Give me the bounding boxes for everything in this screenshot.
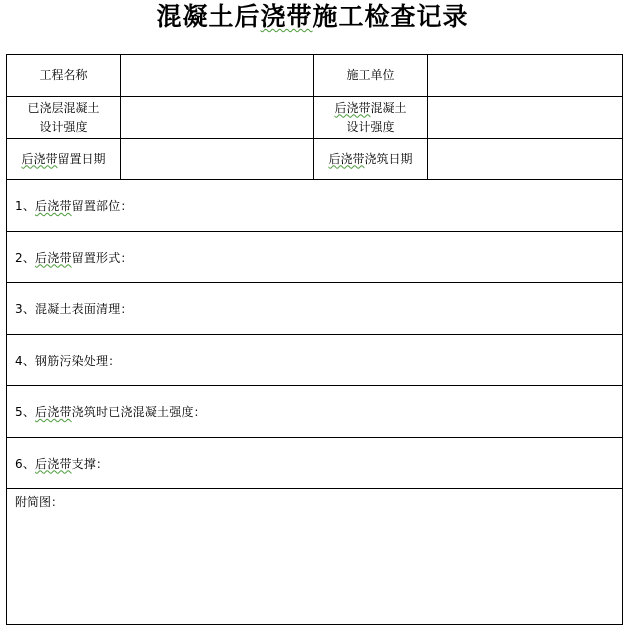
appendix-label: 附简图： (15, 495, 64, 509)
form-row-item (7, 283, 623, 335)
item-text: 支撑： (71, 456, 109, 471)
item-text: 留置部位： (71, 199, 133, 213)
item-number: 4、 (15, 353, 36, 368)
item-number: 5、 (15, 405, 36, 419)
contractor-value[interactable] (428, 55, 623, 97)
strip-reserve-date-label (7, 139, 121, 180)
label-line: 设计强度 (346, 119, 395, 134)
poured-concrete-strength-value[interactable] (121, 97, 314, 139)
form-row-strength (7, 97, 623, 139)
item-number: 1、 (15, 199, 36, 213)
inspection-form (6, 54, 623, 625)
item-text: 钢筋污染处理： (35, 353, 121, 368)
label-part-spellcheck: 后浇带 (334, 100, 371, 115)
form-row-item (7, 438, 623, 489)
post-pour-strip-concrete-strength-label (314, 97, 428, 139)
title-part: 混凝土后 (156, 2, 261, 31)
item-text: 浇筑时已浇混凝土强度： (71, 405, 206, 419)
appendix-sketch-area[interactable] (7, 489, 623, 625)
label-part-spellcheck: 后浇带 (328, 151, 365, 166)
check-item-rebar-contamination[interactable] (7, 335, 623, 386)
form-row-item (7, 232, 623, 283)
project-name-value[interactable] (121, 55, 314, 97)
document-title (0, 0, 625, 46)
contractor-label: 施工单位 (314, 55, 428, 97)
label-line: 设计强度 (39, 119, 88, 134)
item-text-spellcheck: 后浇带 (35, 456, 72, 471)
form-row-appendix (7, 489, 623, 625)
item-number: 6、 (15, 456, 36, 471)
form-row-item (7, 180, 623, 232)
item-text-spellcheck: 后浇带 (35, 250, 72, 265)
item-number: 3、 (15, 302, 36, 316)
form-row-dates (7, 139, 623, 180)
label-part-spellcheck: 后浇带 (21, 151, 58, 166)
item-text: 混凝土表面清理： (35, 302, 133, 316)
item-text-spellcheck: 后浇带 (35, 405, 72, 419)
label-line: 已浇层混凝土 (27, 100, 100, 115)
poured-concrete-strength-label (7, 97, 121, 139)
item-number: 2、 (15, 250, 36, 265)
check-item-reserve-form[interactable] (7, 232, 623, 283)
strip-pour-date-value[interactable] (428, 139, 623, 180)
label-part: 混凝土 (370, 100, 407, 115)
form-row-project (7, 55, 623, 97)
post-pour-strip-concrete-strength-value[interactable] (428, 97, 623, 139)
label-part: 浇筑日期 (364, 151, 413, 166)
strip-reserve-date-value[interactable] (121, 139, 314, 180)
project-name-label: 工程名称 (7, 55, 121, 97)
strip-pour-date-label (314, 139, 428, 180)
check-item-surface-cleaning[interactable] (7, 283, 623, 335)
title-part-spellcheck: 浇带 (260, 2, 313, 31)
check-item-existing-concrete-strength[interactable] (7, 386, 623, 438)
label-part: 留置日期 (57, 151, 106, 166)
form-row-item (7, 335, 623, 386)
item-text: 留置形式： (71, 250, 133, 265)
form-row-item (7, 386, 623, 438)
item-text-spellcheck: 后浇带 (35, 199, 72, 213)
title-part: 施工检查记录 (312, 2, 469, 31)
check-item-reserve-location[interactable] (7, 180, 623, 232)
check-item-support[interactable] (7, 438, 623, 489)
